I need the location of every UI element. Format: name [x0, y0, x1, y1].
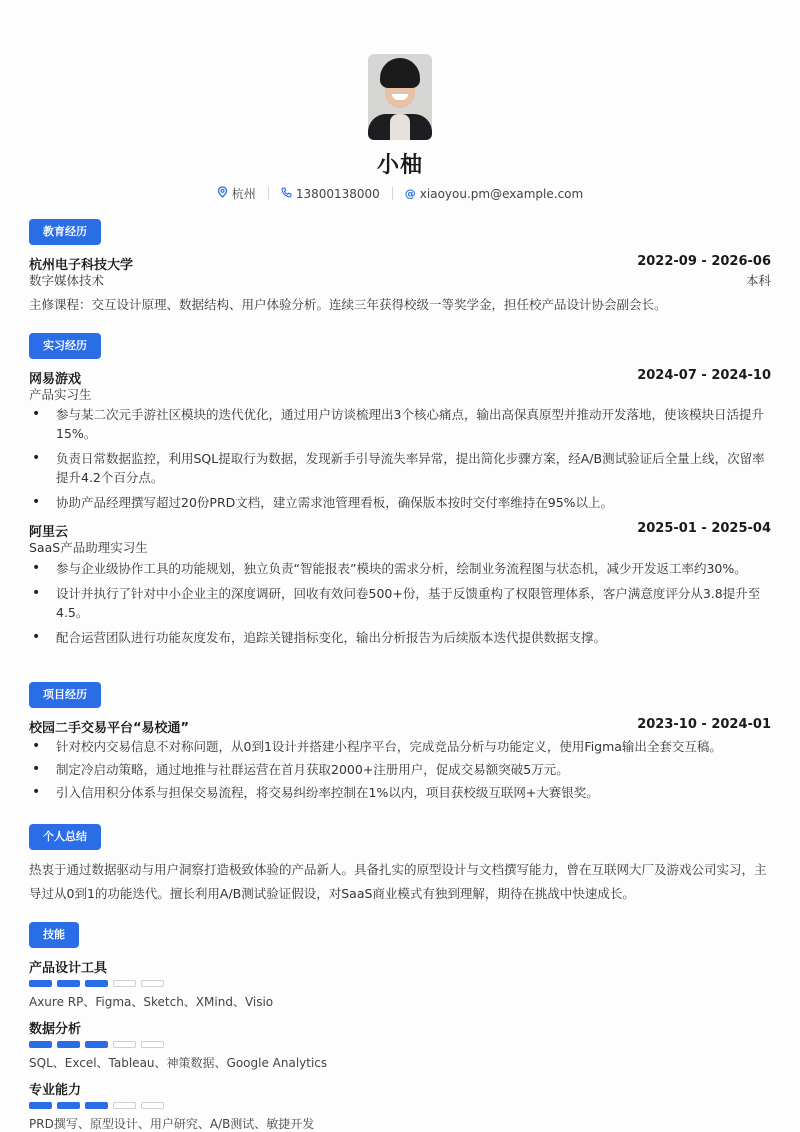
- skill-list: Axure RP、Figma、Sketch、XMind、Visio: [29, 995, 274, 1009]
- skill-title: 产品设计工具: [29, 961, 108, 976]
- level-segment-filled: [29, 1041, 52, 1048]
- level-segment-filled: [85, 1102, 108, 1109]
- map-pin-icon: [217, 186, 228, 201]
- contact-email: [393, 187, 595, 201]
- phone-icon: [281, 187, 292, 201]
- contact-location: [205, 185, 268, 202]
- avatar: [368, 54, 432, 140]
- level-segment-empty: [113, 980, 136, 987]
- level-segment-filled: [85, 1041, 108, 1048]
- level-segment-filled: [57, 980, 80, 987]
- level-segment-empty: [113, 1041, 136, 1048]
- degree: 本科: [745, 273, 771, 288]
- skill-level-bar: [29, 980, 164, 987]
- internship-role: SaaS产品助理实习生: [29, 540, 148, 555]
- bullet-item: • 参与企业级协作工具的功能规划，独立负责“智能报表”模块的需求分析，绘制业务流程图与状态机，减少开发返工率约30%。: [29, 559, 771, 578]
- internship-date: 2024-07 - 2024-10: [637, 368, 771, 383]
- project-bullets: [29, 737, 771, 802]
- bullet-item: • 参与某二次元手游社区模块的迭代优化，通过用户访谈梳理出3个核心痛点，输出高保真原型并推动开发落地，使该模块日活提升15%。: [29, 405, 771, 443]
- contact-info: [29, 185, 771, 202]
- project-name: 校园二手交易平台“易校通”: [29, 721, 190, 736]
- resume-header: [29, 54, 771, 202]
- education-date: 2022-09 - 2026-06: [637, 254, 771, 269]
- major: 数字媒体技术: [29, 273, 105, 288]
- school-name: 杭州电子科技大学: [29, 258, 134, 273]
- section-tag-education: 教育经历: [29, 219, 101, 245]
- section-tag-internships: 实习经历: [29, 333, 101, 359]
- section-tag-skills: 技能: [29, 922, 79, 948]
- level-segment-filled: [29, 1102, 52, 1109]
- level-segment-filled: [29, 980, 52, 987]
- bullet-item: • 设计并执行了针对中小企业主的深度调研，回收有效问卷500+份，基于反馈重构了权限管理体系，客户满意度评分从3.8提升至4.5。: [29, 584, 771, 622]
- level-segment-filled: [85, 980, 108, 987]
- education-subheader: [29, 271, 771, 289]
- section-tag-projects: 项目经历: [29, 682, 101, 708]
- company-name: 网易游戏: [29, 372, 82, 387]
- internship-role-row: [29, 538, 771, 556]
- level-segment-empty: [113, 1102, 136, 1109]
- contact-phone: [269, 187, 392, 201]
- internship-bullets: [29, 559, 771, 647]
- bullet-item: • 配合运营团队进行功能灰度发布，追踪关键指标变化，输出分析报告为后续版本迭代提供数据支撑。: [29, 628, 771, 647]
- bullet-item: • 负责日常数据监控，利用SQL提取行为数据，发现新手引导流失率异常，提出简化步骤方案，经A/B测试验证后全量上线，次留率提升4.2个百分点。: [29, 449, 771, 487]
- project-date: 2023-10 - 2024-01: [637, 717, 771, 732]
- internship-role: 产品实习生: [29, 387, 92, 402]
- level-segment-filled: [57, 1041, 80, 1048]
- level-segment-filled: [57, 1102, 80, 1109]
- level-segment-empty: [141, 1102, 164, 1109]
- bullet-item: • 制定冷启动策略，通过地推与社群运营在首月获取2000+注册用户，促成交易额突破5万元。: [29, 760, 771, 779]
- location-text: 杭州: [231, 187, 256, 201]
- bullet-item: • 协助产品经理撰写超过20份PRD文档，建立需求池管理看板，确保版本按时交付率维持在95%以上。: [29, 493, 771, 512]
- email-link[interactable]: xiaoyou.pm@example.com: [419, 186, 584, 201]
- internship-bullets: [29, 405, 771, 512]
- skill-list: SQL、Excel、Tableau、神策数据、Google Analytics: [29, 1056, 328, 1070]
- level-segment-empty: [141, 1041, 164, 1048]
- project-header: [29, 717, 771, 736]
- skill-title: 数据分析: [29, 1022, 82, 1037]
- at-sign-icon: @: [404, 187, 416, 200]
- internship-date: 2025-01 - 2025-04: [637, 521, 771, 536]
- company-name: 阿里云: [29, 525, 69, 540]
- level-segment-empty: [141, 980, 164, 987]
- skill-title: 专业能力: [29, 1083, 82, 1098]
- skill-list: PRD撰写、原型设计、用户研究、A/B测试、敏捷开发: [29, 1117, 315, 1131]
- education-description: 主修课程：交互设计原理、数据结构、用户体验分析。连续三年获得校级一等奖学金，担任校产品设计协会副会长。: [29, 297, 667, 312]
- skill-level-bar: [29, 1041, 164, 1048]
- section-tag-summary: 个人总结: [29, 824, 101, 850]
- bullet-item: • 引入信用积分体系与担保交易流程，将交易纠纷率控制在1%以内，项目获校级互联网+大赛银奖。: [29, 783, 771, 802]
- skill-level-bar: [29, 1102, 164, 1109]
- internship-role-row: [29, 385, 771, 403]
- bullet-item: • 针对校内交易信息不对称问题，从0到1设计并搭建小程序平台，完成竞品分析与功能定义，使用Figma输出全套交互稿。: [29, 737, 771, 756]
- candidate-name: 小柚: [376, 153, 423, 178]
- phone-text[interactable]: 13800138000: [295, 186, 380, 201]
- summary-text: 热衷于通过数据驱动与用户洞察打造极致体验的产品新人。具备扎实的原型设计与文档撰写能力，曾在互联网大厂及游戏公司实习，主导过从0到1的功能迭代。擅长利用A/B测试验证假设，对SaaS商业模式有独到理解，期待在挑战中快速成长。: [29, 862, 767, 901]
